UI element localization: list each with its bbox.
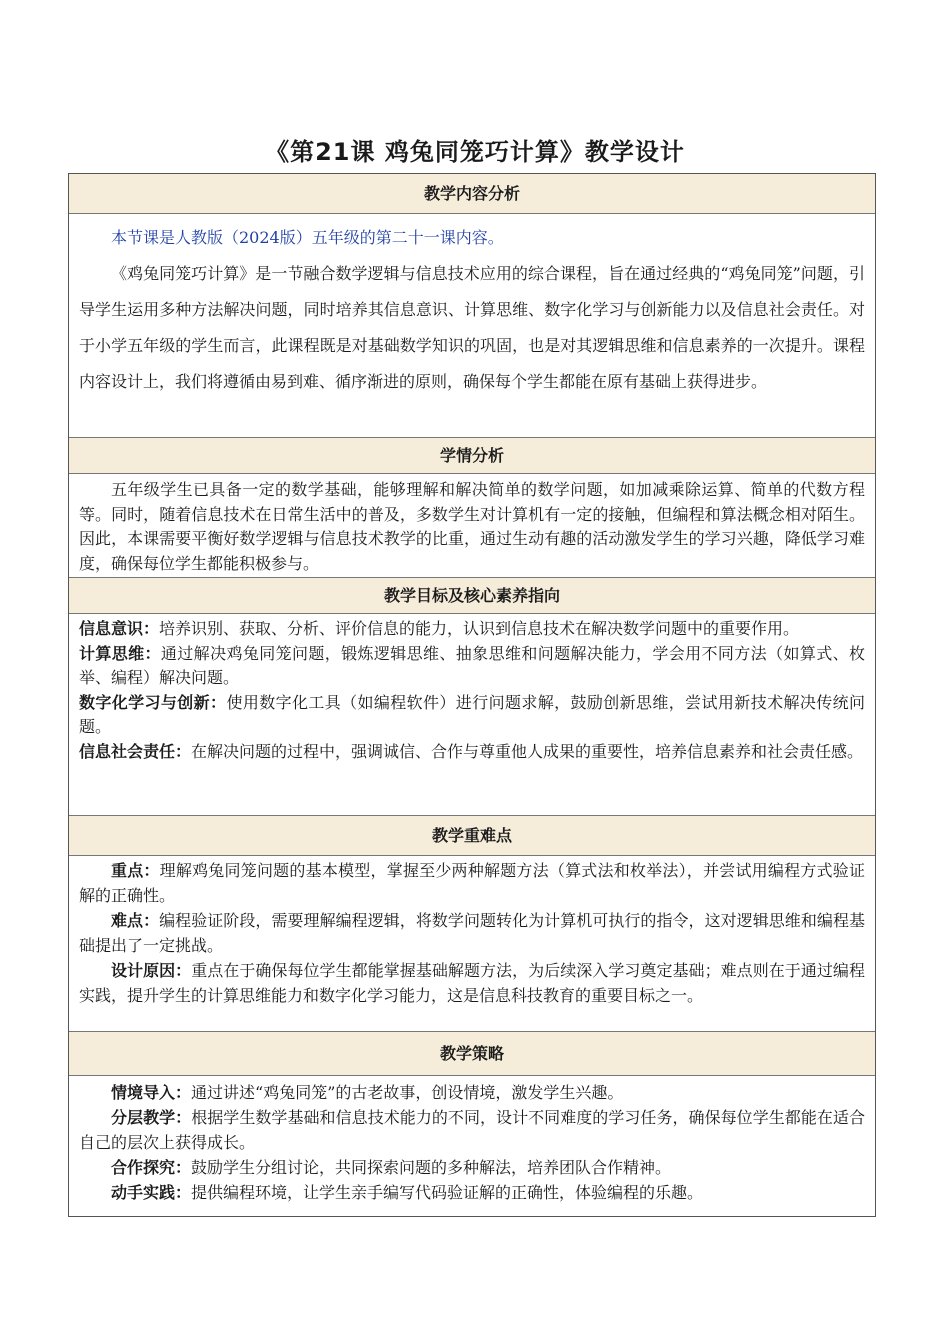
strategy-item: [79, 1155, 865, 1180]
section-header-objectives: 教学目标及核心素养指向: [69, 578, 875, 614]
objective-text: 在解决问题的过程中，强调诚信、合作与尊重他人成果的重要性，培养信息素养和社会责任感。: [191, 741, 864, 761]
strategy-item: [79, 1105, 865, 1155]
key-point-item: [79, 908, 865, 958]
key-point-item: [79, 858, 865, 908]
strategy-label: 动手实践：: [111, 1183, 192, 1202]
strategy-label: 情境导入：: [111, 1083, 192, 1102]
strategy-text: 鼓励学生分组讨论，共同探索问题的多种解法，培养团队合作精神。: [191, 1158, 672, 1177]
intro-line: 本节课是人教版（2024版）五年级的第二十一课内容。: [111, 228, 504, 247]
key-point-label: 重点：: [111, 861, 160, 880]
objective-text: 通过解决鸡兔同笼问题，锻炼逻辑思维、抽象思维和问题解决能力，学会用不同方法（如算式、枚举、编程）解决问题。: [79, 643, 865, 687]
key-point-item: [79, 958, 865, 1008]
key-point-text: 理解鸡兔同笼问题的基本模型，掌握至少两种解题方法（算式法和枚举法），并尝试用编程方式验证解的正确性。: [79, 861, 865, 905]
objective-text: 使用数字化工具（如编程软件）进行问题求解，鼓励创新思维，尝试用新技术解决传统问题。: [79, 692, 865, 736]
strategy-label: 合作探究：: [111, 1158, 192, 1177]
objective-label: 计算思维：: [79, 643, 161, 663]
section-header-key-points: 教学重难点: [69, 816, 875, 856]
content-paragraph: 《鸡兔同笼巧计算》是一节融合数学逻辑与信息技术应用的综合课程，旨在通过经典的“鸡兔同笼”问题，引导学生运用多种方法解决问题，同时培养其信息意识、计算思维、数字化学习与创新能力以及信息社会责任。对于小学五年级的学生而言，此课程既是对基础数学知识的巩固，也是对其逻辑思维和信息素养的一次提升。课程内容设计上，我们将遵循由易到难、循序渐进的原则，确保每个学生都能在原有基础上获得进步。: [79, 264, 865, 391]
strategy-label: 分层教学：: [111, 1108, 192, 1127]
strategy-text: 根据学生数学基础和信息技术能力的不同，设计不同难度的学习任务，确保每位学生都能在适合自己的层次上获得成长。: [79, 1108, 865, 1152]
section-header-learner-analysis: 学情分析: [69, 438, 875, 474]
objective-text: 培养识别、获取、分析、评价信息的能力，认识到信息技术在解决数学问题中的重要作用。: [159, 619, 800, 638]
section-body-content-analysis: [69, 214, 875, 438]
strategy-text: 提供编程环境，让学生亲手编写代码验证解的正确性，体验编程的乐趣。: [191, 1183, 704, 1202]
strategy-text: 通过讲述“鸡兔同笼”的古老故事，创设情境，激发学生兴趣。: [191, 1083, 624, 1102]
objective-label: 数字化学习与创新：: [79, 692, 227, 712]
section-body-strategies: [69, 1076, 875, 1216]
section-header-strategies: 教学策略: [69, 1032, 875, 1076]
objective-item: [79, 691, 865, 740]
key-point-text: 编程验证阶段，需要理解编程逻辑，将数学问题转化为计算机可执行的指令，这对逻辑思维和编程基础提出了一定挑战。: [79, 911, 865, 955]
lesson-plan-table: [68, 173, 876, 1217]
objective-label: 信息社会责任：: [79, 741, 192, 761]
section-header-content-analysis: 教学内容分析: [69, 174, 875, 214]
key-point-text: 重点在于确保每位学生都能掌握基础解题方法，为后续深入学习奠定基础；难点则在于通过编程实践，提升学生的计算思维能力和数字化学习能力，这是信息科技教育的重要目标之一。: [79, 961, 865, 1005]
key-point-label: 难点：: [111, 911, 160, 930]
objective-item: [79, 642, 865, 691]
objective-label: 信息意识：: [79, 619, 160, 638]
section-body-learner-analysis: [69, 474, 875, 578]
section-body-objectives: [69, 614, 875, 816]
key-point-label: 设计原因：: [111, 961, 192, 980]
learner-paragraph: 五年级学生已具备一定的数学基础，能够理解和解决简单的数学问题，如加减乘除运算、简单的代数方程等。同时，随着信息技术在日常生活中的普及，多数学生对计算机有一定的接触，但编程和算法概念相对陌生。因此，本课需要平衡好数学逻辑与信息技术教学的比重，通过生动有趣的活动激发学生的学习兴趣，降低学习难度，确保每位学生都能积极参与。: [79, 480, 865, 573]
strategy-item: [79, 1180, 865, 1205]
objective-item: [79, 617, 865, 642]
section-body-key-points: [69, 856, 875, 1032]
objective-item: [79, 740, 865, 765]
strategy-item: [79, 1080, 865, 1105]
document-title: 《第21课 鸡兔同笼巧计算》教学设计: [265, 138, 685, 166]
